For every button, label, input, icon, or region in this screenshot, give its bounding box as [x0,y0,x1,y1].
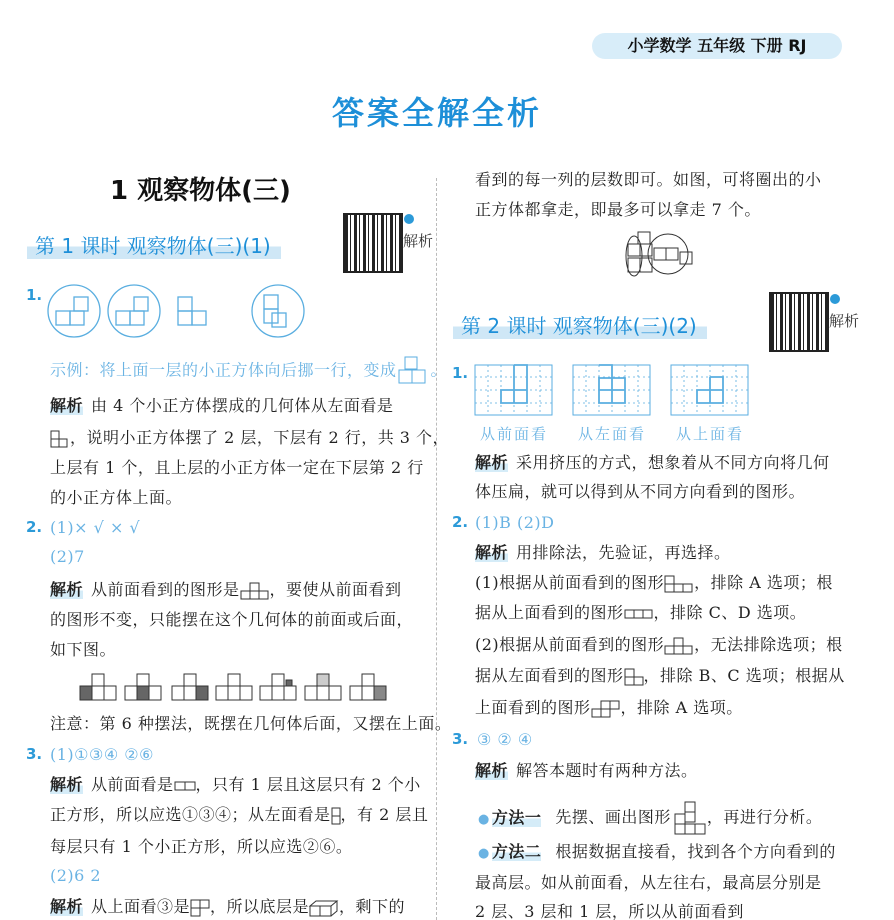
book-badge: 小学数学 五年级 下册 RJ [592,33,842,59]
qr-label: 解析 [829,312,860,330]
analysis-text: ，剩下的 [339,897,406,916]
q1-analysis-line [50,396,393,416]
q1-analysis-line: 的小正方体上面。 [50,488,183,507]
method-2-line [478,842,836,864]
continued-line: 看到的每一列的层数即可。如图，可将圈出的小 [475,170,822,189]
q1-analysis-line [50,428,449,448]
analysis-text: ，排除 A 选项。 [620,698,743,717]
analysis-text: 用排除法，先验证，再选择。 [516,543,731,562]
page-title: 答案全解全析 [331,94,542,132]
method-text: ，再进行分析。 [706,807,823,827]
method-text: 先摆、画出图形 [555,807,671,827]
analysis-text: 从前面看是 [91,775,174,794]
analysis-text: 从前面看到的图形是 [91,580,240,599]
q2-analysis-line [50,580,402,600]
front-view-shape-icon [664,637,694,655]
analysis-text: (2)根据从前面看到的图形 [475,635,665,654]
cube-arrangement-icon [671,800,707,836]
question-number: 1. [26,286,43,304]
front-view-shape-icon [240,582,270,600]
bulb-icon: ● [478,811,490,827]
q3-analysis-line [50,805,428,825]
method-2-label: 方法二 [491,842,542,861]
r-q2-analysis-line [475,543,731,563]
r-q2-answer: (1)B (2)D [475,513,555,532]
qr-code-lesson-2[interactable] [769,292,829,352]
q3-analysis-line [50,775,421,795]
question-number: 3. [452,730,469,748]
method-1-line [478,800,822,836]
r-q1-analysis-line [475,453,830,473]
two-squares-icon [174,780,196,792]
side-view-shape-icon [50,430,70,448]
q2-analysis-line: 的图形不变，只能摆在这个几何体的前面或后面， [50,610,414,629]
r-q2-analysis-line [475,635,843,655]
punct: 。 [430,360,448,380]
example-text: 示例：将上面一层的小正方体向后挪一行，变成 [50,360,397,380]
q2-analysis-line: 如下图。 [50,640,117,659]
cube-shape-icon [397,356,431,386]
analysis-text: ，要使从前面看到 [269,580,402,599]
analysis-text: ，只有 1 层且这层只有 2 个小 [195,775,421,794]
analysis-text: 正方形，所以应选①③④；从左面看是 [50,805,331,824]
view-grids [474,364,784,416]
analysis-text: 由 4 个小正方体摆成的几何体从左面看是 [91,396,394,415]
play-icon [830,294,840,304]
method-2-line: 2 层、3 层和 1 层，所以从前面看到 [475,902,744,920]
analysis-text: ，有 2 层且 [340,805,429,824]
q2-answer-1: (1)× √ × √ [50,518,141,537]
top-view-shape-icon [190,899,210,917]
q2-note: 注意：第 6 种摆法，既摆在几何体后面，又摆在上面。 [50,714,452,733]
r-q2-analysis-line [475,573,833,593]
q3-analysis-line: 每层只有 1 个小正方形，所以应选②⑥。 [50,837,353,856]
side-view-shape-icon [624,668,644,686]
continued-line: 正方体都拿走，即最多可以拿走 7 个。 [475,200,761,219]
analysis-text: 采用挤压的方式，想象着从不同方向将几何 [516,453,830,472]
analysis-text: 从上面看③是 [91,897,191,916]
analysis-label: 解析 [50,897,84,916]
question-number: 2. [452,513,469,531]
analysis-text: ，排除 B、C 选项；根据从 [643,666,845,685]
lesson-1-heading: 第 1 课时 观察物体(三)(1) [27,228,281,259]
analysis-label: 解析 [50,396,84,415]
method-2-line: 最高层。如从前面看，从左往右，最高层分别是 [475,873,822,892]
qr-code-lesson-1[interactable] [343,213,403,273]
analysis-text: 据从左面看到的图形 [475,666,624,685]
analysis-text: 上面看到的图形 [475,698,591,717]
column-divider [436,178,437,920]
r-q2-analysis-line [475,603,806,623]
question-number: 2. [26,518,43,536]
seven-arrangements-figure [76,672,396,706]
bulb-icon: ● [478,846,490,861]
analysis-label: 解析 [50,775,84,794]
analysis-label: 解析 [475,761,509,780]
q3-analysis-line [50,897,405,917]
q3-answer-2: (2)6 2 [50,866,102,885]
analysis-text: 据从上面看到的图形 [475,603,624,622]
analysis-label: 解析 [475,453,509,472]
chapter-title: 1 观察物体(三) [110,176,291,206]
stacked-squares-icon [331,807,341,825]
r-q3-answer: ③ ② ④ [477,730,533,749]
analysis-text: ，说明小正方体摆了 2 层，下层有 2 行，共 3 个， [70,428,450,447]
qr-label: 解析 [403,232,434,250]
q2-answer-2: (2)7 [50,547,85,566]
bottom-layer-shape-icon [309,899,339,917]
q1-analysis-line: 上层有 1 个，且上层的小正方体一定在下层第 2 行 [50,458,424,477]
analysis-label: 解析 [475,543,509,562]
circled-cubes-figure [620,228,700,280]
analysis-text: ，排除 A 选项；根 [694,573,833,592]
view-label-left: 从左面看 [578,425,647,443]
analysis-text: ，无法排除选项；根 [694,635,843,654]
question-number: 3. [26,745,43,763]
r-q3-analysis-line [475,761,698,781]
q3-answer-1: (1)①③④ ②⑥ [50,745,154,764]
method-text: 根据数据直接看，找到各个方向看到的 [555,842,836,861]
analysis-text: ，排除 C、D 选项。 [653,603,807,622]
method-1-label: 方法一 [491,807,542,827]
analysis-label: 解析 [50,580,84,599]
r-q1-analysis-line: 体压扁，就可以得到从不同方向看到的图形。 [475,482,806,501]
three-squares-icon [624,608,654,620]
top-view-shape-icon [591,700,621,718]
cube-figures-circled [46,283,281,339]
view-label-top: 从上面看 [676,425,745,443]
r-q2-analysis-line [475,698,743,718]
r-q2-analysis-line [475,666,845,686]
play-icon [404,214,414,224]
q1-example [50,356,447,386]
lesson-2-heading: 第 2 课时 观察物体(三)(2) [453,308,707,339]
question-number: 1. [452,364,469,382]
analysis-text: 解答本题时有两种方法。 [516,761,698,780]
analysis-text: (1)根据从前面看到的图形 [475,573,665,592]
front-view-shape-icon [664,575,694,593]
analysis-text: ，所以底层是 [210,897,310,916]
view-label-front: 从前面看 [480,425,549,443]
